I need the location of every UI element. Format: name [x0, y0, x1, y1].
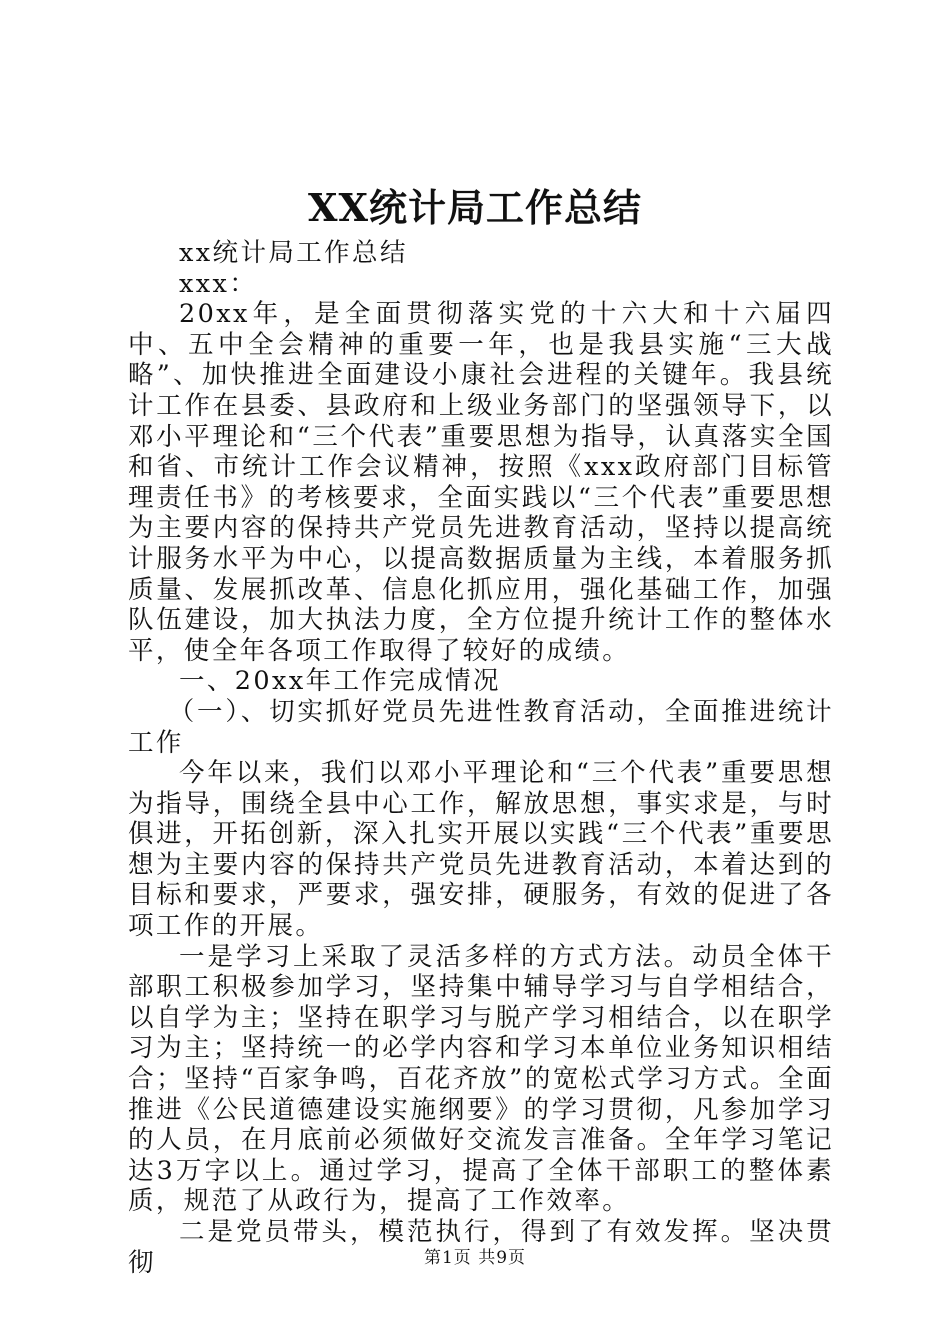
body-paragraph: 今年以来，我们以邓小平理论和“三个代表”重要思想为指导，围绕全县中心工作，解放思想，事实求是，与时俱进，开拓创新，深入扎实开展以实践“三个代表”重要思想为主要内容的保持共产党员先进教育活动，本着达到的目标和要求，严要求，强安排，硬服务，有效的促进了各项工作的开展。 — [128, 758, 834, 942]
body-paragraph: 二是党员带头，模范执行，得到了有效发挥。坚决贯彻 — [128, 1217, 834, 1278]
body-paragraph: 一是学习上采取了灵活多样的方式方法。动员全体干部职工积极参加学习，坚持集中辅导学习与自学相结合，以自学为主；坚持在职学习与脱产学习相结合，以在职学习为主；坚持统一的必学内容和学习本单位业务知识相结合；坚持“百家争鸣，百花齐放”的宽松式学习方式。全面推进《公民道德建设实施纲要》的学习贯彻，凡参加学习的人员，在月底前必须做好交流发言准备。全年学习笔记达3万字以上。通过学习，提高了全体干部职工的整体素质，规范了从政行为，提高了工作效率。 — [128, 941, 834, 1217]
subsection-heading: （一）、切实抓好党员先进性教育活动，全面推进统计工作 — [128, 696, 834, 758]
intro-paragraph: 20xx年，是全面贯彻落实党的十六大和十六届四中、五中全会精神的重要一年，也是我县实施“三大战略”、加快推进全面建设小康社会进程的关键年。我县统计工作在县委、县政府和上级业务部门的坚强领导下，以邓小平理论和“三个代表”重要思想为指导，认真落实全国和省、市统计工作会议精神，按照《xxx政府部门目标管理责任书》的考核要求，全面实践以“三个代表”重要思想为主要内容的保持共产党员先进教育活动，坚持以提高统计服务水平为中心，以提高数据质量为主线，本着服务抓质量、发展抓改革、信息化抓应用，强化基础工作，加强队伍建设，加大执法力度，全方位提升统计工作的整体水平，使全年各项工作取得了较好的成绩。 — [128, 299, 834, 666]
subtitle-paragraph: xx统计局工作总结 — [179, 238, 408, 268]
section-heading: 一、20xx年工作完成情况 — [179, 666, 501, 697]
salutation-paragraph: xxx： — [179, 268, 258, 299]
document-body — [128, 238, 834, 1278]
page-footer: 第1页 共9页 — [423, 1248, 527, 1268]
document-title: XX统计局工作总结 — [308, 185, 642, 230]
